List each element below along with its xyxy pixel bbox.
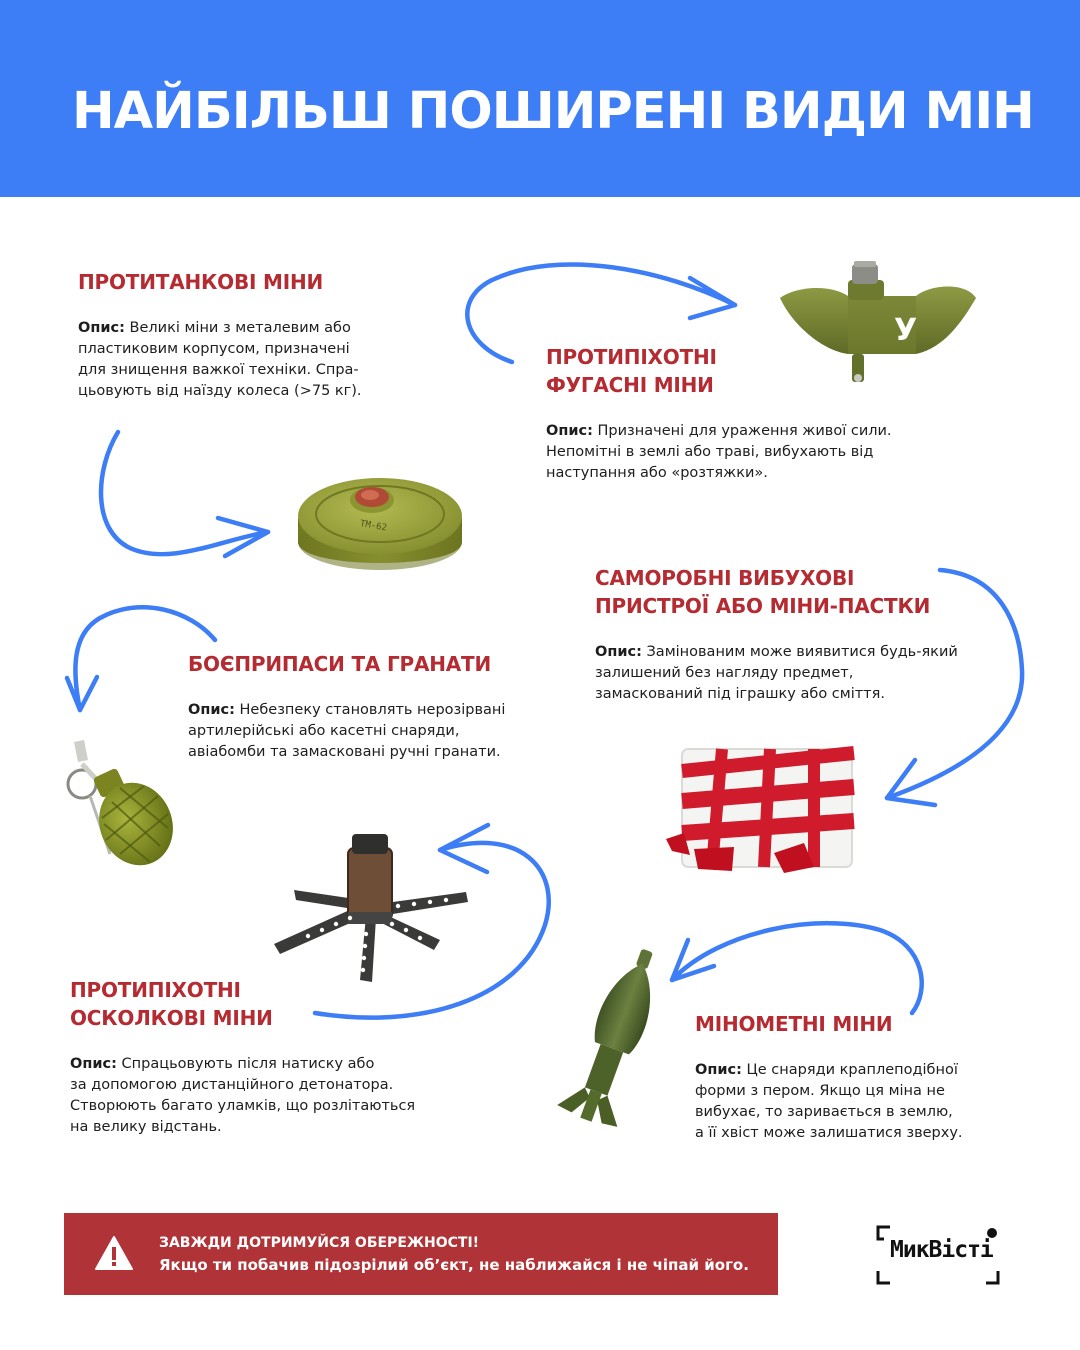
blast-desc-line: наступання або «розтяжки». <box>546 465 768 481</box>
fragment-desc-line: за допомогою дистанційного детонатора. <box>70 1077 394 1093</box>
mortar-desc-line: форми з пером. Якщо ця міна не <box>695 1083 945 1099</box>
blast-title-line: ФУГАСНІ МІНИ <box>546 373 714 397</box>
mortar-description <box>695 1060 1025 1144</box>
mortar-title: МІНОМЕТНІ МІНИ <box>695 1012 893 1036</box>
ied-desc-line: Замінованим може виявитися будь-який <box>646 644 958 660</box>
ammo-desc-line: авіабомби та замасковані ручні гранати. <box>188 744 501 760</box>
antitank-description <box>78 318 408 402</box>
ied-desc-line: залишений без нагляду предмет, <box>595 665 854 681</box>
section-ied <box>595 564 1015 705</box>
fragment-desc-line: Створюють багато уламків, що розлітаються <box>70 1098 416 1114</box>
ied-desc-label: Опис: <box>595 644 642 660</box>
blast-desc-line: Призначені для ураження живої сили. <box>597 423 892 439</box>
antitank-desc-line: цьовують від наїзду колеса (>75 кг). <box>78 383 362 399</box>
fragment-desc-line: Спрацьовують після натиску або <box>121 1056 375 1072</box>
ied-image <box>664 743 864 878</box>
antitank-mine-marking: TM-62 <box>359 518 388 534</box>
mykvisti-logo <box>876 1225 1002 1285</box>
section-antitank <box>78 268 408 402</box>
section-mortar <box>695 1010 1025 1144</box>
fragment-mine-image <box>268 830 478 986</box>
fragment-title-line: ОСКОЛКОВІ МІНИ <box>70 1006 273 1030</box>
mortar-round-image <box>560 945 672 1130</box>
section-fragment <box>70 976 470 1138</box>
mortar-desc-label: Опис: <box>695 1062 742 1078</box>
ammo-title: БОЄПРИПАСИ ТА ГРАНАТИ <box>188 652 492 676</box>
antitank-title: ПРОТИТАНКОВІ МІНИ <box>78 270 324 294</box>
antitank-desc-line: для знищення важкої техніки. Спра- <box>78 362 359 378</box>
ammo-desc-line: артилерійські або касетні снаряди, <box>188 723 460 739</box>
antitank-desc-label: Опис: <box>78 320 125 336</box>
blast-title-line: ПРОТИПІХОТНІ <box>546 345 717 369</box>
mortar-desc-line: а її хвіст може залишатися зверху. <box>695 1125 963 1141</box>
antitank-desc-line: пластиковим корпусом, призначені <box>78 341 350 357</box>
page-title: НАЙБІЛЬШ ПОШИРЕНІ ВИДИ МІН <box>72 82 1034 141</box>
ied-description <box>595 642 1015 705</box>
blast-desc-line: Непомітні в землі або траві, вибухають від <box>546 444 874 460</box>
ied-desc-line: замаскований під іграшку або сміття. <box>595 686 885 702</box>
fragment-desc-line: на велику відстань. <box>70 1119 222 1135</box>
blast-mine-marking: У <box>894 313 918 348</box>
fragment-description <box>70 1054 470 1138</box>
mortar-desc-line: вибухає, то заривається в землю, <box>695 1104 953 1120</box>
warning-heading: ЗАВЖДИ ДОТРИМУЙСЯ ОБЕРЕЖНОСТІ! <box>159 1235 480 1251</box>
ammo-description <box>188 700 538 763</box>
mortar-desc-line: Це снаряди краплеподібної <box>746 1062 958 1078</box>
ammo-desc-label: Опис: <box>188 702 235 718</box>
ied-title <box>595 564 1015 620</box>
ied-title-line: САМОРОБНІ ВИБУХОВІ <box>595 566 855 590</box>
blast-desc-label: Опис: <box>546 423 593 439</box>
logo-text: МикВісті <box>890 1237 993 1263</box>
grenade-image <box>60 736 180 866</box>
warning-text: Якщо ти побачив підозрілий об’єкт, не наближайся і не чіпай його. <box>159 1256 749 1274</box>
antitank-mine-image <box>292 470 468 588</box>
warning-banner <box>64 1213 778 1295</box>
blast-description <box>546 421 966 484</box>
section-ammo <box>188 650 538 763</box>
fragment-desc-label: Опис: <box>70 1056 117 1072</box>
blast-mine-image <box>776 258 982 384</box>
ammo-desc-line: Небезпеку становлять нерозірвані <box>239 702 506 718</box>
antitank-desc-line: Великі міни з металевим або <box>129 320 351 336</box>
fragment-title-line: ПРОТИПІХОТНІ <box>70 978 241 1002</box>
warning-triangle-icon <box>94 1235 134 1271</box>
ied-title-line: ПРИСТРОЇ АБО МІНИ-ПАСТКИ <box>595 594 931 618</box>
